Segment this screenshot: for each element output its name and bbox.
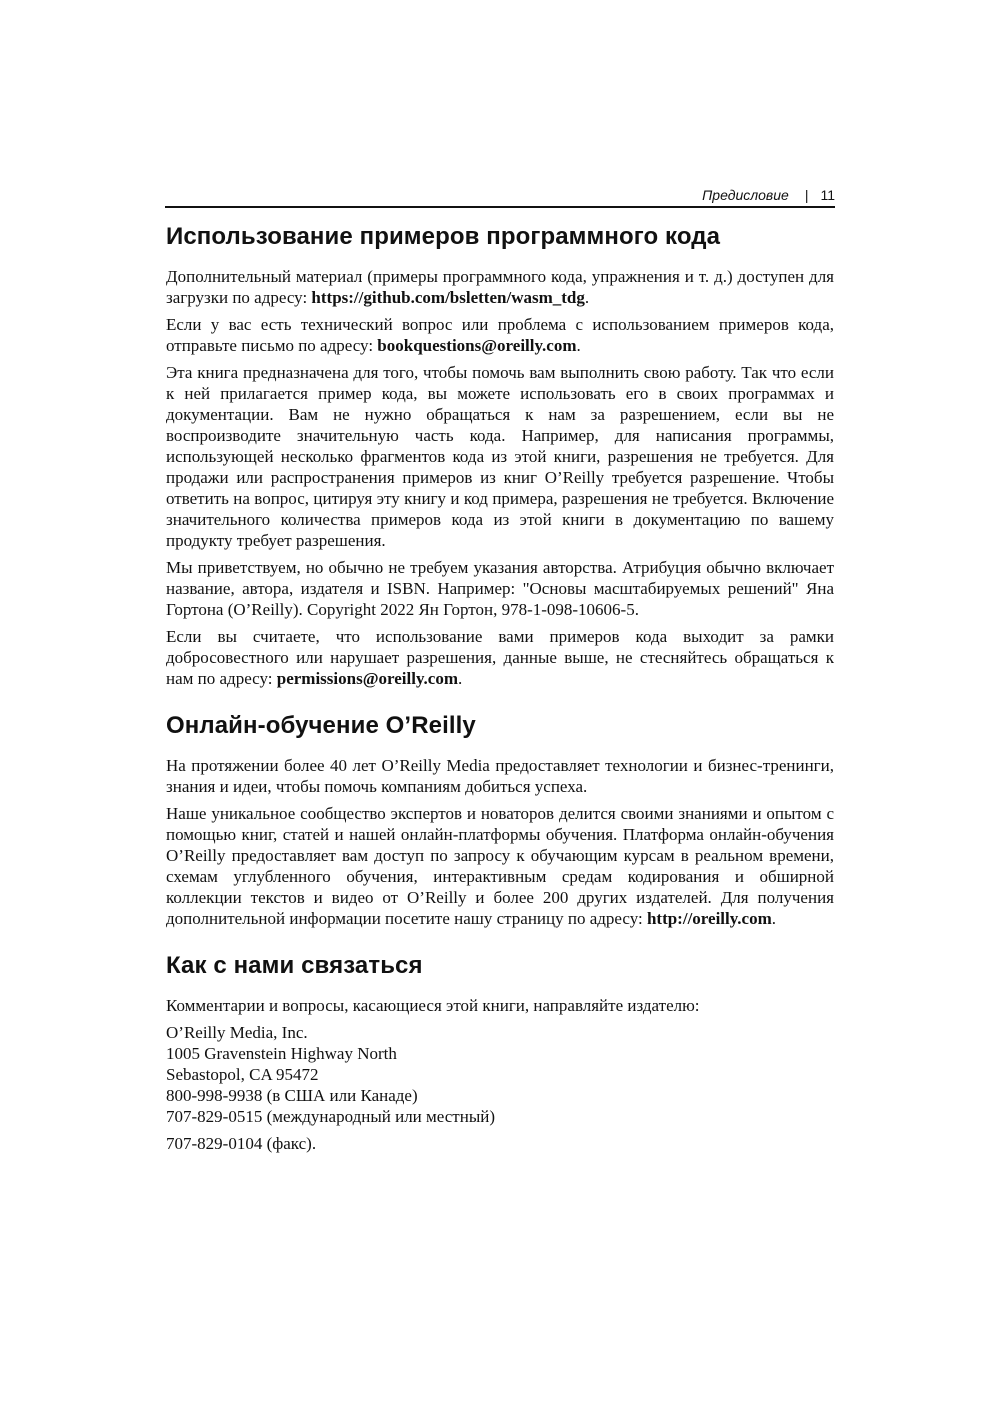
paragraph: Если у вас есть технический вопрос или проблема с использованием примеров кода, отправьте письмо по адресу: bookquestions@oreilly.com.	[166, 315, 834, 355]
publisher-address	[166, 1022, 834, 1154]
paragraph: Дополнительный материал (примеры программного кода, упражнения и т. д.) доступен для загрузки по адресу: https://github.com/bsletten/wasm_tdg.	[166, 267, 834, 307]
section-title-online-learning: Онлайн-обучение O’Reilly	[166, 712, 476, 739]
paragraph: Наше уникальное сообщество экспертов и новаторов делится своими знаниями и опытом с помощью книг, статей и нашей онлайн-платформы обучения. Платформа онлайн-обучения O’Reilly предоставляет вам доступ по запросу к обучающим курсам в реальном времени, схемам углубленного обучения, интерактивным средам кодирования и обширной коллекции текстов и видео от O’Reilly и более 200 других издателей. Для получения дополнительной информации посетите нашу страницу по адресу: http://oreilly.com.	[166, 804, 834, 928]
page-content	[166, 222, 834, 1154]
paragraph: Если вы считаете, что использование вами примеров кода выходит за рамки добросовестного или нарушает разрешения, данные выше, не стесняйтесь обращаться к нам по адресу: permissions@oreilly.com.	[166, 627, 834, 688]
address-line: Sebastopol, CA 95472	[166, 1065, 319, 1084]
phone-line: 800-998-9938 (в США или Канаде)	[166, 1086, 418, 1105]
running-header	[165, 186, 835, 208]
paragraph: Эта книга предназначена для того, чтобы помочь вам выполнить свою работу. Так что если к ней прилагается пример кода, вы можете использовать его в своих программах и документации. Вам не нужно обращаться к нам за разрешением, если вы не воспроизводите значительную часть кода. Например, для написания программы, использующей несколько фрагментов кода из этой книги, разрешения не требуется. Для продажи или распространения примеров из книг O’Reilly требуется разрешение. Чтобы ответить на вопрос, цитируя эту книгу и код примера, разрешения не требуется. Включение значительного количества примеров кода из этой книги в документацию по вашему продукту требует разрешения.	[166, 363, 834, 550]
bookquestions-email[interactable]: bookquestions@oreilly.com	[377, 336, 577, 355]
phone-line: 707-829-0515 (международный или местный)	[166, 1107, 496, 1126]
contact-intro: Комментарии и вопросы, касающиеся этой книги, направляйте издателю:	[166, 996, 700, 1015]
address-line: O’Reilly Media, Inc.	[166, 1023, 308, 1042]
paragraph: На протяжении более 40 лет O’Reilly Media предоставляет технологии и бизнес-тренинги, знания и идеи, чтобы помочь компаниям добиться успеха.	[166, 756, 834, 796]
fax-line: 707-829-0104 (факс).	[166, 1134, 317, 1153]
github-link[interactable]: https://github.com/bsletten/wasm_tdg	[311, 288, 585, 307]
header-section-title: Предисловие	[702, 187, 789, 203]
section-title-contact: Как с нами связаться	[166, 952, 423, 979]
oreilly-link[interactable]: http://oreilly.com	[646, 909, 772, 928]
paragraph: Мы приветствуем, но обычно не требуем указания авторства. Атрибуция обычно включает название, автора, издателя и ISBN. Например: "Основы масштабируемых решений" Яна Гортона (O’Reilly). Copyright 2022 Ян Гортон, 978-1-098-10606-5.	[166, 558, 834, 619]
header-separator: |	[804, 187, 809, 203]
address-line: 1005 Gravenstein Highway North	[166, 1044, 397, 1063]
section-title-code-examples: Использование примеров программного кода	[166, 223, 721, 250]
permissions-email[interactable]: permissions@oreilly.com	[276, 669, 458, 688]
page-number: 11	[820, 187, 835, 203]
